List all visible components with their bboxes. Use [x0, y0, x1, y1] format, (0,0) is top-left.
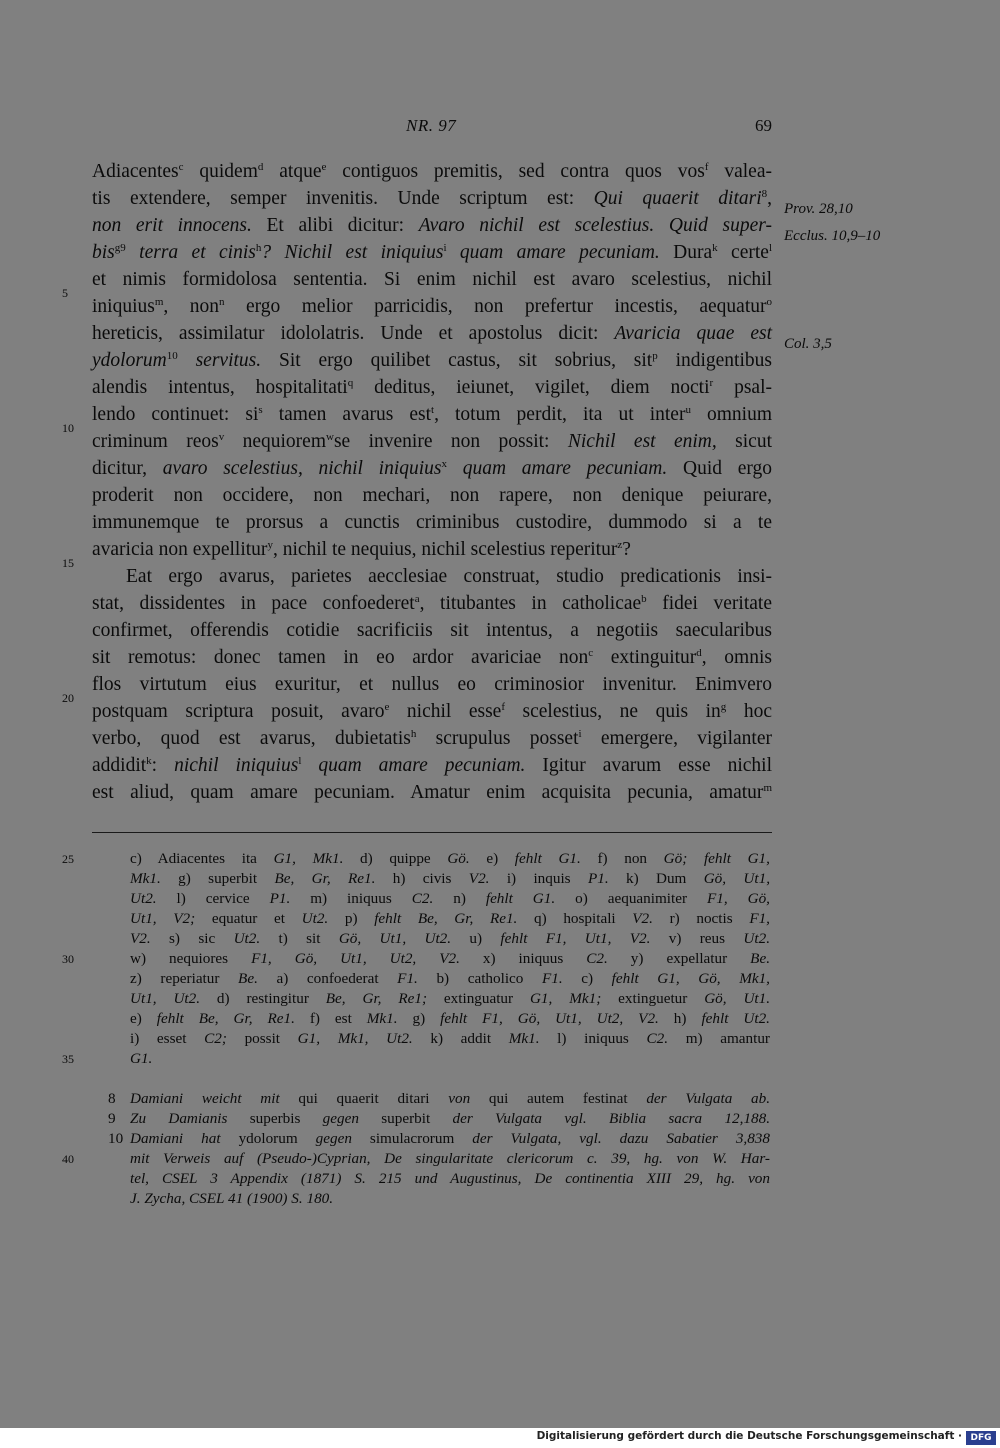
text: f) est [294, 1010, 367, 1027]
apparatus-mark: k [712, 242, 718, 254]
text: e) [469, 850, 515, 867]
text: o) aequanimiter [555, 890, 707, 907]
quotation: quam amare pecuniam. [301, 755, 526, 776]
text-line [92, 482, 772, 509]
text: certe [717, 242, 769, 263]
apparatus-mark: e [321, 161, 327, 173]
text-line [92, 212, 772, 239]
apparatus-mark: r [709, 377, 714, 389]
siglum: Be. [750, 950, 770, 967]
text-line [92, 428, 772, 455]
siglum: Ut2. [233, 930, 261, 947]
text-line [92, 401, 772, 428]
apparatus-mark: n [219, 296, 225, 308]
siglum: Gö, Ut1, Ut2. [338, 930, 452, 947]
siglum: P1. [587, 870, 609, 887]
siglum: Be, Gr, Re1. [274, 870, 376, 887]
line-number: 10 [62, 421, 74, 435]
apparatus-mark: d [257, 161, 264, 173]
text: i) inquis [489, 870, 588, 887]
text: valea- [708, 161, 772, 182]
apparatus-line [130, 1009, 770, 1029]
text: der Vulgata, vgl. dazu Sabatier 3,838 [454, 1130, 770, 1147]
quotation: Nichil est enim, [567, 431, 717, 452]
quotation: Qui quaerit ditari [593, 188, 762, 209]
text: tis extendere, semper invenitis. Unde scriptum est: [92, 188, 594, 209]
text: a) confoederat [257, 970, 398, 987]
line-number: 40 [62, 1152, 74, 1166]
apparatus-mark: t [431, 404, 435, 416]
apparatus-mark: f [704, 161, 709, 173]
text: d) restingitur [200, 990, 326, 1007]
text: addidit [92, 755, 147, 776]
quotation: Avaro nichil est scelestius. Quid super- [418, 215, 772, 236]
text: l) iniquus [539, 1030, 647, 1047]
text: f) non [580, 850, 664, 867]
siglum: F1, [749, 910, 770, 927]
apparatus-mark: g [720, 701, 727, 713]
apparatus-line [130, 969, 770, 989]
text: contiguos premitis, sed contra quos vos [326, 161, 705, 182]
text: von [429, 1090, 489, 1107]
siglum: fehlt G1. [514, 850, 581, 867]
text: sicut [716, 431, 772, 452]
text-line [92, 671, 772, 698]
quotation: terra et cinis [125, 242, 256, 263]
funding-text: Digitalisierung gefördert durch die Deutsche Forschungsgemeinschaft · [536, 1430, 962, 1442]
line-number: 5 [62, 286, 68, 300]
text: extinguatur [427, 990, 530, 1007]
text: Igitur avarum esse nichil [525, 755, 773, 776]
text: ergo melior parricidis, non prefertur incestis, aequatur [224, 296, 767, 317]
text: iniquius [92, 296, 155, 317]
text: c) Adiacentes ita [130, 850, 274, 867]
apparatus-mark: i [578, 728, 582, 740]
quotation: ? Nichil est iniquius [261, 242, 444, 263]
text: , totum perdit, ita ut inter [434, 404, 686, 425]
text: c) [562, 970, 612, 987]
siglum: Gö, Ut1. [704, 990, 771, 1007]
text-line [92, 779, 772, 806]
siglum: Mk1. [508, 1030, 540, 1047]
text: mit Verweis auf (Pseudo-)Cyprian, De singularitate clericorum c. 39, hg. von W. Har- [130, 1150, 770, 1167]
siglum: Gö, Ut1, [703, 870, 771, 887]
siglum: Ut1, V2; [130, 910, 196, 927]
siglum: P1. [269, 890, 291, 907]
text: l) cervice [156, 890, 270, 907]
text: g) superbit [160, 870, 275, 887]
text: i) esset [130, 1030, 205, 1047]
apparatus-mark: g9 [114, 242, 126, 254]
text: h) [658, 1010, 702, 1027]
text: Zu Damianis [130, 1110, 250, 1127]
quotation: quam amare pecuniam. [447, 458, 668, 479]
text: extinguitur [593, 647, 697, 668]
siglum: Ut2. [130, 890, 157, 907]
text: y) expellatur [607, 950, 751, 967]
text: p) [328, 910, 375, 927]
line-number: 30 [62, 952, 74, 966]
text: d) quippe [343, 850, 448, 867]
note-mark: 8 [761, 188, 768, 200]
apparatus-line [130, 929, 770, 949]
note-number: 9 [108, 1110, 116, 1127]
text: , titubantes in catholicae [419, 593, 642, 614]
apparatus-mark: y [267, 539, 273, 551]
text: der Vulgata ab. [627, 1090, 771, 1107]
note-line [108, 1149, 770, 1169]
apparatus-mark: d [696, 647, 702, 659]
text: Sit ergo quilibet castus, sit sobrius, sit [261, 350, 653, 371]
text: qui quaerit ditari [298, 1090, 430, 1107]
text: se invenire non possit: [333, 431, 568, 452]
text: gegen [300, 1110, 382, 1127]
apparatus-mark: z [617, 539, 623, 551]
note-number: 10 [108, 1130, 124, 1147]
text: Et alibi dicitur: [251, 215, 419, 236]
apparatus-line [130, 869, 770, 889]
siglum: F1, Gö, Ut1, Ut2, V2. [251, 950, 460, 967]
siglum: Mk1. [130, 870, 161, 887]
siglum: Ut2. [743, 930, 770, 947]
text: qui autem festinat [488, 1090, 628, 1107]
text: scrupulus posset [416, 728, 579, 749]
text-line [92, 536, 772, 563]
quotation: avaro scelestius, nichil iniquius [162, 458, 442, 479]
text: postquam scriptura posuit, avaro [92, 701, 385, 722]
quotation: nichil iniquius [174, 755, 299, 776]
text-line [92, 374, 772, 401]
apparatus-mark: u [685, 404, 691, 416]
text: ydolorum [238, 1130, 298, 1147]
text: atque [263, 161, 322, 182]
text-line [92, 752, 772, 779]
text: possit [226, 1030, 298, 1047]
text: , [767, 188, 772, 209]
siglum: Gö. [447, 850, 470, 867]
text-line [92, 347, 772, 374]
apparatus-mark: m [154, 296, 164, 308]
text: x) iniquus [459, 950, 587, 967]
note-mark: 10 [166, 350, 178, 362]
siglum: F1. [541, 970, 563, 987]
text: hereticis, assimilatur idololatris. Unde et apostolus dicit: [92, 323, 615, 344]
text: verbo, quod est avarus, dubietatis [92, 728, 411, 749]
text-line [92, 185, 772, 212]
quotation: non erit innocens. [92, 215, 252, 236]
line-number: 20 [62, 691, 74, 705]
apparatus-mark: i [443, 242, 447, 254]
text-line [92, 158, 772, 185]
note-number: 8 [108, 1090, 116, 1107]
quotation: quam amare pecuniam. [446, 242, 660, 263]
apparatus-mark: s [258, 404, 263, 416]
text: extinguetur [601, 990, 705, 1007]
siglum: Be. [238, 970, 258, 987]
apparatus-mark: l [768, 242, 773, 254]
siglum: G1, Mk1. [273, 850, 344, 867]
text: omnium [690, 404, 773, 425]
apparatus-mark: f [501, 701, 505, 713]
text: e) [130, 1010, 157, 1027]
apparatus-mark: x [441, 458, 447, 470]
text: flos virtutum eius exuritur, et nullus eo criminosior invenitur. Enimvero [92, 674, 772, 695]
text-line [92, 293, 772, 320]
siglum: Ut1, Ut2. [130, 990, 201, 1007]
siglum: V2. [632, 910, 653, 927]
apparatus-mark: w [326, 431, 334, 443]
apparatus-mark: k [146, 755, 152, 767]
text-line [92, 698, 772, 725]
text: m) amantur [668, 1030, 770, 1047]
page-number: 69 [755, 116, 772, 135]
quotation: Avaricia quae est [614, 323, 772, 344]
siglum: fehlt G1, Gö, Mk1, [611, 970, 770, 987]
text: w) nequiores [130, 950, 252, 967]
siglum: F1. [397, 970, 418, 987]
text: quidem [183, 161, 258, 182]
apparatus-mark: c [588, 647, 594, 659]
text-line [92, 320, 772, 347]
text: psal- [713, 377, 772, 398]
quotation: servitus. [177, 350, 262, 371]
apparatus-line [130, 1029, 770, 1049]
text-line [92, 266, 772, 293]
text: avaricia non expellitur [92, 539, 268, 560]
apparatus-mark: l [298, 755, 302, 767]
text: indigentibus [657, 350, 772, 371]
text: deditus, ieiunet, vigilet, diem nocti [353, 377, 710, 398]
text: equatur et [195, 910, 302, 927]
note-line [108, 1109, 770, 1129]
apparatus-mark: v [218, 431, 225, 443]
siglum: G1, Mk1, Ut2. [297, 1030, 413, 1047]
siglum: G1. [130, 1050, 153, 1067]
apparatus-mark: o [766, 296, 772, 308]
apparatus-mark: a [414, 593, 420, 605]
text: hoc [726, 701, 772, 722]
text-line [92, 590, 772, 617]
text: Quid ergo [667, 458, 772, 479]
text: , nichil te nequius, nichil scelestius reperitur [272, 539, 618, 560]
text: b) catholico [417, 970, 542, 987]
note-line [108, 1129, 770, 1149]
text: criminum reos [92, 431, 219, 452]
siglum: fehlt F1, Ut1, V2. [500, 930, 651, 947]
apparatus-mark: q [347, 377, 354, 389]
apparatus-mark: e [384, 701, 390, 713]
text: simulacrorum [369, 1130, 455, 1147]
text: Dura [659, 242, 713, 263]
siglum: C2. [646, 1030, 669, 1047]
siglum: Be, Gr, Re1; [325, 990, 428, 1007]
text: emergere, vigilanter [581, 728, 772, 749]
text: est aliud, quam amare pecuniam. Amatur enim acquisita pecunia, amatur [92, 782, 764, 803]
siglum: fehlt G1. [485, 890, 556, 907]
text: Damiani hat [130, 1130, 239, 1147]
text-line [92, 239, 772, 266]
apparatus-mark: p [652, 350, 658, 362]
quotation: ydolorum [92, 350, 167, 371]
apparatus-mark: m [763, 782, 772, 794]
text: Adiacentes [92, 161, 179, 182]
margin-reference: Ecclus. 10,9–10 [784, 228, 881, 244]
siglum: C2. [411, 890, 434, 907]
line-number: 25 [62, 852, 74, 866]
siglum: V2. [130, 930, 151, 947]
apparatus-line [130, 889, 770, 909]
siglum: Ut2. [301, 910, 329, 927]
running-head-title: NR. 97 [406, 116, 457, 135]
apparatus-mark: c [178, 161, 184, 173]
apparatus-mark: h [255, 242, 262, 254]
apparatus-line [130, 1049, 770, 1069]
note-line [108, 1189, 770, 1209]
text: J. Zycha, CSEL 41 (1900) S. 180. [130, 1190, 334, 1207]
text: , non [163, 296, 220, 317]
siglum: C2. [586, 950, 608, 967]
text: , omnis [701, 647, 772, 668]
funding-footer [0, 1428, 1000, 1448]
line-number: 35 [62, 1052, 74, 1066]
text-line [92, 725, 772, 752]
text: g) [397, 1010, 441, 1027]
text: gegen [297, 1130, 370, 1147]
siglum: Gö; fehlt G1, [663, 850, 770, 867]
text: n) [433, 890, 486, 907]
text: z) reperiatur [130, 970, 239, 987]
text: nequiorem [224, 431, 326, 452]
siglum: fehlt F1, Gö, Ut1, Ut2, V2. [440, 1010, 659, 1027]
apparatus-line [130, 989, 770, 1009]
quotation: bis [92, 242, 115, 263]
text-line [92, 617, 772, 644]
siglum: Mk1. [366, 1010, 398, 1027]
text: superbit [381, 1110, 431, 1127]
siglum: G1, Mk1; [529, 990, 602, 1007]
line-number: 15 [62, 556, 74, 570]
text: q) hospitali [517, 910, 633, 927]
text: r) noctis [652, 910, 750, 927]
text: s) sic [150, 930, 234, 947]
text: ? [622, 539, 631, 560]
siglum: C2; [204, 1030, 227, 1047]
text-line [92, 563, 772, 590]
text: Eat ergo avarus, parietes aecclesiae construat, studio predicationis insi- [126, 566, 772, 587]
text: et nimis formidolosa sententia. Si enim nichil est avaro scelestius, nichil [92, 269, 772, 290]
text: confirmet, offerendis cotidie sacrificiis sit intentus, a negotiis saecularibus [92, 620, 772, 641]
apparatus-mark: h [410, 728, 417, 740]
text: tel, CSEL 3 Appendix (1871) S. 215 und Augustinus, De continentia XIII 29, hg. von [130, 1170, 770, 1187]
dfg-logo-icon: DFG [966, 1431, 996, 1445]
text: stat, dissidentes in pace confoederet [92, 593, 415, 614]
text: Damiani weicht mit [130, 1090, 299, 1107]
text: dicitur, [92, 458, 163, 479]
siglum: fehlt Ut2. [701, 1010, 770, 1027]
text-line [92, 644, 772, 671]
margin-reference: Prov. 28,10 [784, 201, 853, 217]
siglum: V2. [468, 870, 490, 887]
text: tamen avarus est [262, 404, 432, 425]
text: u) [451, 930, 501, 947]
apparatus-line [130, 949, 770, 969]
text: immunemque te prorsus a cunctis criminibus custodire, dummodo si a te [92, 512, 772, 533]
text: superbis [249, 1110, 301, 1127]
note-line [108, 1169, 770, 1189]
text: alendis intentus, hospitalitati [92, 377, 348, 398]
text: k) addit [412, 1030, 509, 1047]
text: fidei veritate [646, 593, 772, 614]
text: nichil esse [389, 701, 502, 722]
text: proderit non occidere, non mechari, non rapere, non denique peiurare, [92, 485, 772, 506]
footnote-separator [92, 832, 772, 833]
text: t) sit [260, 930, 339, 947]
apparatus-line [130, 849, 770, 869]
apparatus-line [130, 909, 770, 929]
text: der Vulgata vgl. Biblia sacra 12,188. [430, 1110, 771, 1127]
text: v) reus [650, 930, 744, 947]
siglum: fehlt Be, Gr, Re1. [156, 1010, 295, 1027]
note-line [108, 1089, 770, 1109]
text: m) iniquus [290, 890, 412, 907]
text: scelestius, ne quis in [505, 701, 721, 722]
text-line [92, 509, 772, 536]
siglum: fehlt Be, Gr, Re1. [374, 910, 518, 927]
apparatus-mark: b [641, 593, 647, 605]
text: k) Dum [608, 870, 704, 887]
siglum: F1, Gö, [706, 890, 770, 907]
margin-reference: Col. 3,5 [784, 336, 832, 352]
text: lendo continuet: si [92, 404, 259, 425]
text: : [151, 755, 175, 776]
text: h) civis [375, 870, 469, 887]
text-line [92, 455, 772, 482]
text: sit remotus: donec tamen in eo ardor avariciae non [92, 647, 589, 668]
